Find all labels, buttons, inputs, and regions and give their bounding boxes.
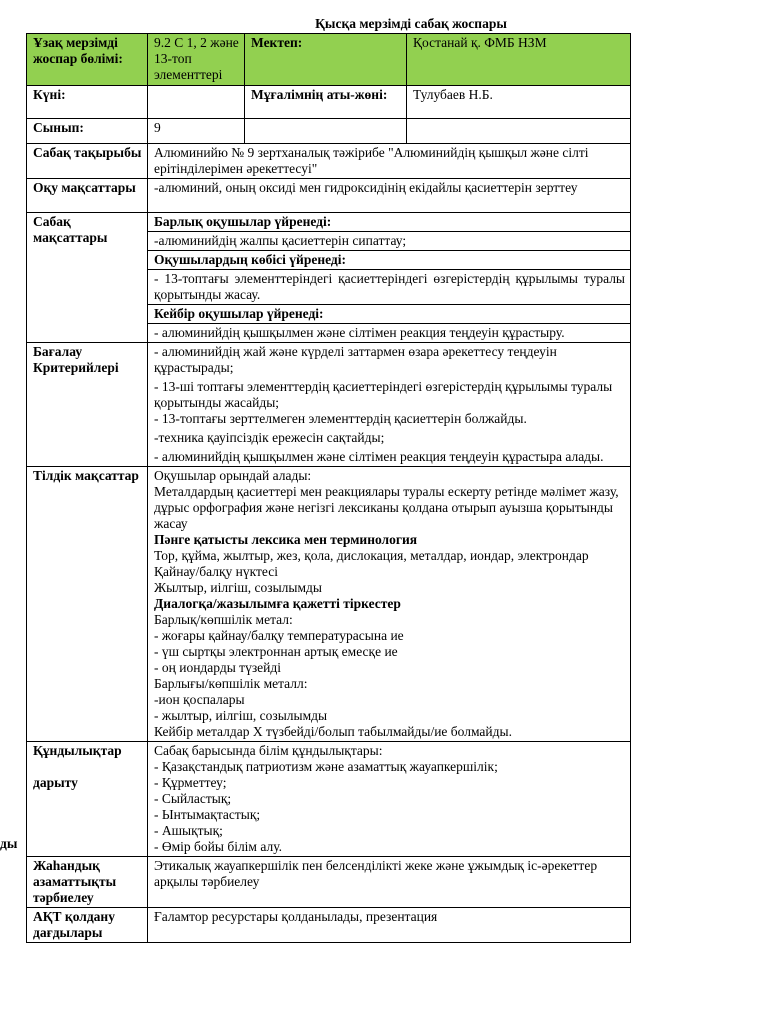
learning-objectives-value: -алюминий, оның оксиді мен гидроксидінің екідайлы қасиеттерін зерттеу (148, 179, 631, 213)
criteria-item: - 13-топтағы зерттелмеген элементтердің қасиеттерін болжайды. (154, 411, 527, 426)
values-line: - Ынтымақтастық; (154, 807, 261, 822)
dialogue-line: Барлығы/көпшілік металл: (154, 676, 308, 691)
criteria-item: - алюминийдің қышқылмен және сілтімен реакция теңдеуін құрастыра алады. (154, 449, 604, 464)
row-values (27, 742, 631, 857)
document-title: Қысқа мерзімді сабақ жоспары (315, 16, 507, 31)
values-label-top: Құндылықтар (33, 743, 122, 758)
lesson-objectives-label: Сабақ мақсаттары (27, 213, 148, 343)
date-label: Күні: (27, 86, 148, 119)
citizenship-label: Жаһандық азаматтықты тәрбиелеу (27, 857, 148, 908)
dialogue-line: - үш сыртқы электроннан артық емесқе ие (154, 644, 398, 659)
dialogue-line: Кейбір металдар Х түзбейді/болып табылмайды/ие болмайды. (154, 724, 512, 739)
vocabulary-line: Жылтыр, иілгіш, созылымды (154, 580, 322, 595)
long-term-label: Ұзақ мерзімді жоспар бөлімі: (27, 34, 148, 86)
values-line: - Қазақстандық патриотизм және азаматтық жауапкершілік; (154, 759, 498, 774)
row-language-objectives (27, 467, 631, 742)
citizenship-value: Этикалық жауапкершілік пен белсенділікті жеке және ұжымдық іс-әрекеттер арқылы тәрбиелеу (148, 857, 631, 908)
some-students-text: - алюминийдің қышқылмен және сілтімен реакция теңдеуін құрастыру. (148, 323, 630, 342)
most-students-text: - 13-топтағы элементтеріндегі қасиеттеріндегі өзгерістердің құрылымы туралы қорытынды жасау. (148, 269, 630, 304)
long-term-value: 9.2 С 1, 2 және 13-топ элементтері (148, 34, 245, 86)
values-line: Сабақ барысында білім құндылықтары: (154, 743, 383, 758)
row-topic (27, 144, 631, 179)
grade-label: Сынып: (27, 119, 148, 144)
row-assessment-criteria (27, 343, 631, 467)
vocabulary-heading: Пәнге қатысты лексика мен терминология (154, 532, 418, 547)
language-label: Тілдік мақсаттар (27, 467, 148, 742)
row-learning-objectives (27, 179, 631, 213)
school-label: Мектеп: (245, 34, 407, 86)
row-long-term-plan (27, 34, 631, 86)
criteria-label: Бағалау Критерийлері (27, 343, 148, 467)
all-students-heading: Барлық оқушылар үйренеді: (154, 214, 332, 229)
language-intro-text: Металдардың қасиеттері мен реакциялары туралы ескерту ретінде мәлімет жазу, дұрыс орфография және негізгі лексиканы қолдана отырып ауызша қорытынды жасау (154, 484, 619, 531)
teacher-value: Тулубаев Н.Б. (407, 86, 631, 119)
values-line: - Сыйластық; (154, 791, 232, 806)
school-value: Қостанай қ. ФМБ НЗМ (407, 34, 631, 86)
vocabulary-line: Тор, құйма, жылтыр, жез, қола, дислокация, металдар, иондар, электрондар (154, 548, 589, 563)
vocabulary-line: Қайнау/балқу нүктесі (154, 564, 278, 579)
grade-value: 9 (148, 119, 245, 144)
date-value (148, 86, 245, 119)
language-intro: Оқушылар орындай алады: (154, 468, 312, 483)
criteria-item: -техника қауіпсіздік ережесін сақтайды; (154, 430, 385, 445)
values-line: - Өмір бойы білім алу. (154, 839, 282, 854)
dialogue-line: - жоғары қайнау/балқу температурасына ие (154, 628, 404, 643)
row-lesson-objectives (27, 213, 631, 343)
dialogue-line: - оң иондарды түзейді (154, 660, 281, 675)
some-students-heading: Кейбір оқушылар үйренеді: (148, 304, 630, 323)
dialogue-line: - жылтыр, иілгіш, созылымды (154, 708, 328, 723)
teacher-label: Мұғалімнің аты-жөні: (245, 86, 407, 119)
values-label-bottom: дарыту (33, 775, 78, 790)
learning-objectives-label: Оқу мақсаттары (27, 179, 148, 213)
row-grade (27, 119, 631, 144)
topic-label: Сабақ тақырыбы (27, 144, 148, 179)
row-global-citizenship (27, 857, 631, 908)
ict-value: Ғаламтор ресурстары қолданылады, презентация (148, 908, 631, 943)
values-line: - Құрметтеу; (154, 775, 227, 790)
lesson-plan-table (26, 33, 631, 943)
all-students-text: -алюминийдің жалпы қасиеттерін сипаттау; (148, 231, 630, 250)
values-line: - Ашықтық; (154, 823, 223, 838)
dialogue-heading: Диалогқа/жазылымға қажетті тіркестер (154, 596, 401, 611)
margin-text-fragment: ды (0, 836, 18, 851)
dialogue-line: Барлық/көпшілік метал: (154, 612, 293, 627)
ict-label: АҚТ қолдану дағдылары (27, 908, 148, 943)
dialogue-line: -ион қоспалары (154, 692, 245, 707)
row-ict-skills (27, 908, 631, 943)
row-date-teacher (27, 86, 631, 119)
criteria-item: - 13-ші топтағы элементтердің қасиеттеріндегі өзгерістердің құрылымы туралы қорытынды жасайды; (154, 379, 613, 410)
most-students-heading: Оқушылардың көбісі үйренеді: (148, 250, 630, 269)
criteria-item: - алюминийдің жай және күрделі заттармен өзара әрекеттесу теңдеуін құрастырады; (154, 344, 557, 375)
topic-value: Алюминийю № 9 зертханалық тәжірибе "Алюминийдің қышқыл және сілті ерітінділерімен әрекеттесуі" (148, 144, 631, 179)
